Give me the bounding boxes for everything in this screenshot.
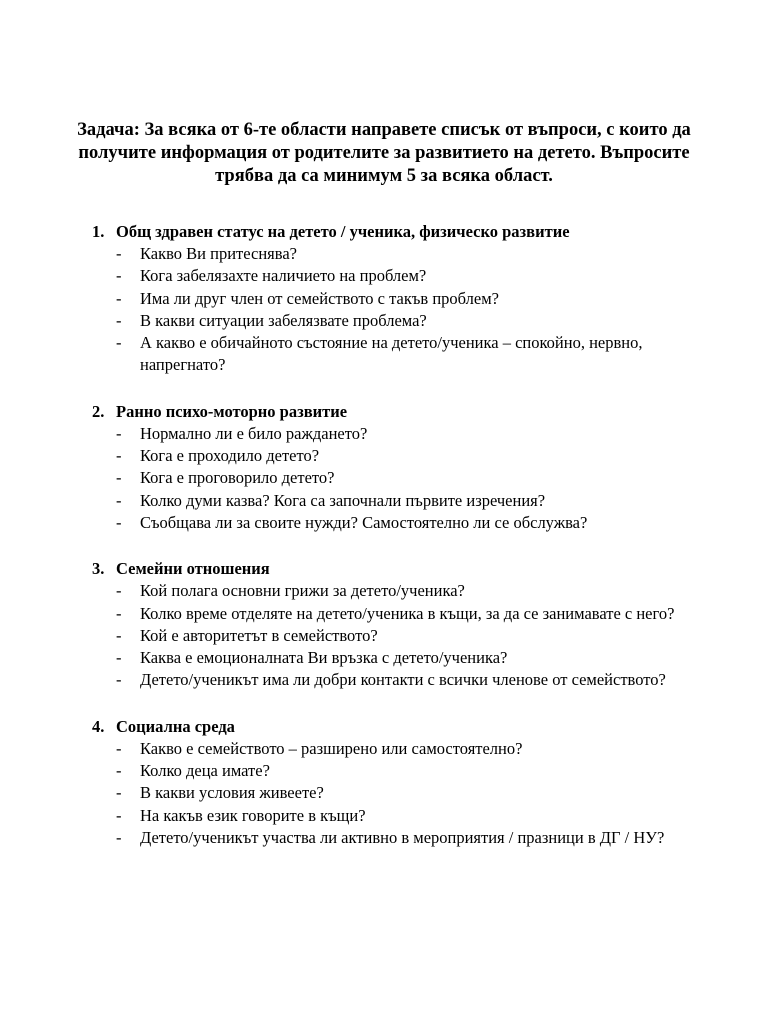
question-text: Нормално ли е било раждането? [140, 423, 368, 443]
question-item [0, 738, 768, 760]
task-heading: Задача: За всяка от 6-те области направете списък от въпроси, с които да получите информация от родителите за развитието на детето. Въпросите трябва да са минимум 5 за всяка област. [77, 120, 691, 186]
section-number: 2. [92, 401, 105, 421]
sections-list [0, 221, 768, 873]
question-text: Каква е емоционалната Ви връзка с детето/ученика? [140, 648, 508, 668]
dash-bullet: - [116, 266, 122, 286]
section-title-text: Ранно психо-моторно развитие [116, 401, 348, 421]
section-title [0, 716, 768, 738]
question-text: Колко деца имате? [140, 761, 270, 781]
question-item [0, 243, 768, 265]
question-text: Кога е проходило детето? [140, 446, 320, 466]
dash-bullet: - [116, 625, 122, 645]
question-item [0, 512, 768, 534]
dash-bullet: - [116, 603, 122, 623]
question-item [0, 490, 768, 512]
question-item [0, 467, 768, 489]
question-item [0, 288, 768, 310]
question-item [0, 310, 768, 332]
dash-bullet: - [116, 581, 122, 601]
section-number: 1. [92, 222, 105, 241]
question-text: А какво е обичайното състояние на детето/ученика – спокойно, нервно, напрегнато? [140, 333, 643, 375]
question-item [0, 423, 768, 445]
question-text: Кога забелязахте наличието на проблем? [140, 266, 427, 286]
dash-bullet: - [116, 490, 122, 510]
section-title-text: Общ здравен статус на детето / ученика, физическо развитие [116, 222, 570, 241]
dash-bullet: - [116, 827, 122, 847]
dash-bullet: - [116, 805, 122, 825]
dash-bullet: - [116, 670, 122, 690]
section-title-text: Семейни отношения [116, 559, 270, 579]
question-text: Колко думи казва? Кога са започнали първите изречения? [140, 490, 546, 510]
section-title [0, 221, 768, 243]
question-item [0, 580, 768, 602]
question-text: Какво е семейството – разширено или самостоятелно? [140, 738, 523, 758]
question-text: В какви ситуации забелязвате проблема? [140, 310, 427, 330]
question-list [0, 243, 768, 377]
dash-bullet: - [116, 333, 122, 353]
dash-bullet: - [116, 423, 122, 443]
section-3 [0, 558, 768, 691]
question-item [0, 669, 768, 691]
dash-bullet: - [116, 761, 122, 781]
section-title [0, 558, 768, 580]
question-item [0, 827, 768, 849]
section-number: 4. [92, 716, 105, 736]
dash-bullet: - [116, 310, 122, 330]
question-item [0, 805, 768, 827]
dash-bullet: - [116, 783, 122, 803]
question-item [0, 445, 768, 467]
dash-bullet: - [116, 244, 122, 263]
dash-bullet: - [116, 446, 122, 466]
dash-bullet: - [116, 512, 122, 532]
section-4 [0, 716, 768, 849]
question-item [0, 332, 768, 377]
question-text: Съобщава ли за своите нужди? Самостоятелно ли се обслужва? [140, 512, 588, 532]
question-text: Колко време отделяте на детето/ученика в къщи, за да се занимавате с него? [140, 603, 675, 623]
question-text: Какво Ви притеснява? [140, 244, 297, 263]
question-text: На какъв език говорите в къщи? [140, 805, 366, 825]
section-title [0, 401, 768, 423]
dash-bullet: - [116, 738, 122, 758]
question-list [0, 423, 768, 534]
question-text: Има ли друг член от семейството с такъв проблем? [140, 288, 499, 308]
question-list [0, 580, 768, 691]
question-text: Детето/ученикът участва ли активно в мероприятия / празници в ДГ / НУ? [140, 827, 665, 847]
question-item [0, 265, 768, 287]
question-list [0, 738, 768, 849]
question-text: Детето/ученикът има ли добри контакти с всички членове от семейството? [140, 670, 666, 690]
question-item [0, 782, 768, 804]
section-title-text: Социална среда [116, 716, 235, 736]
question-text: Кой полага основни грижи за детето/ученика? [140, 581, 465, 601]
dash-bullet: - [116, 468, 122, 488]
question-text: Кога е проговорило детето? [140, 468, 335, 488]
question-text: В какви условия живеете? [140, 783, 324, 803]
dash-bullet: - [116, 288, 122, 308]
question-text: Кой е авторитетът в семейството? [140, 625, 378, 645]
question-item [0, 647, 768, 669]
question-item [0, 760, 768, 782]
question-item [0, 603, 768, 625]
section-1 [0, 221, 768, 377]
section-number: 3. [92, 559, 105, 579]
dash-bullet: - [116, 648, 122, 668]
section-2 [0, 401, 768, 534]
question-item [0, 625, 768, 647]
